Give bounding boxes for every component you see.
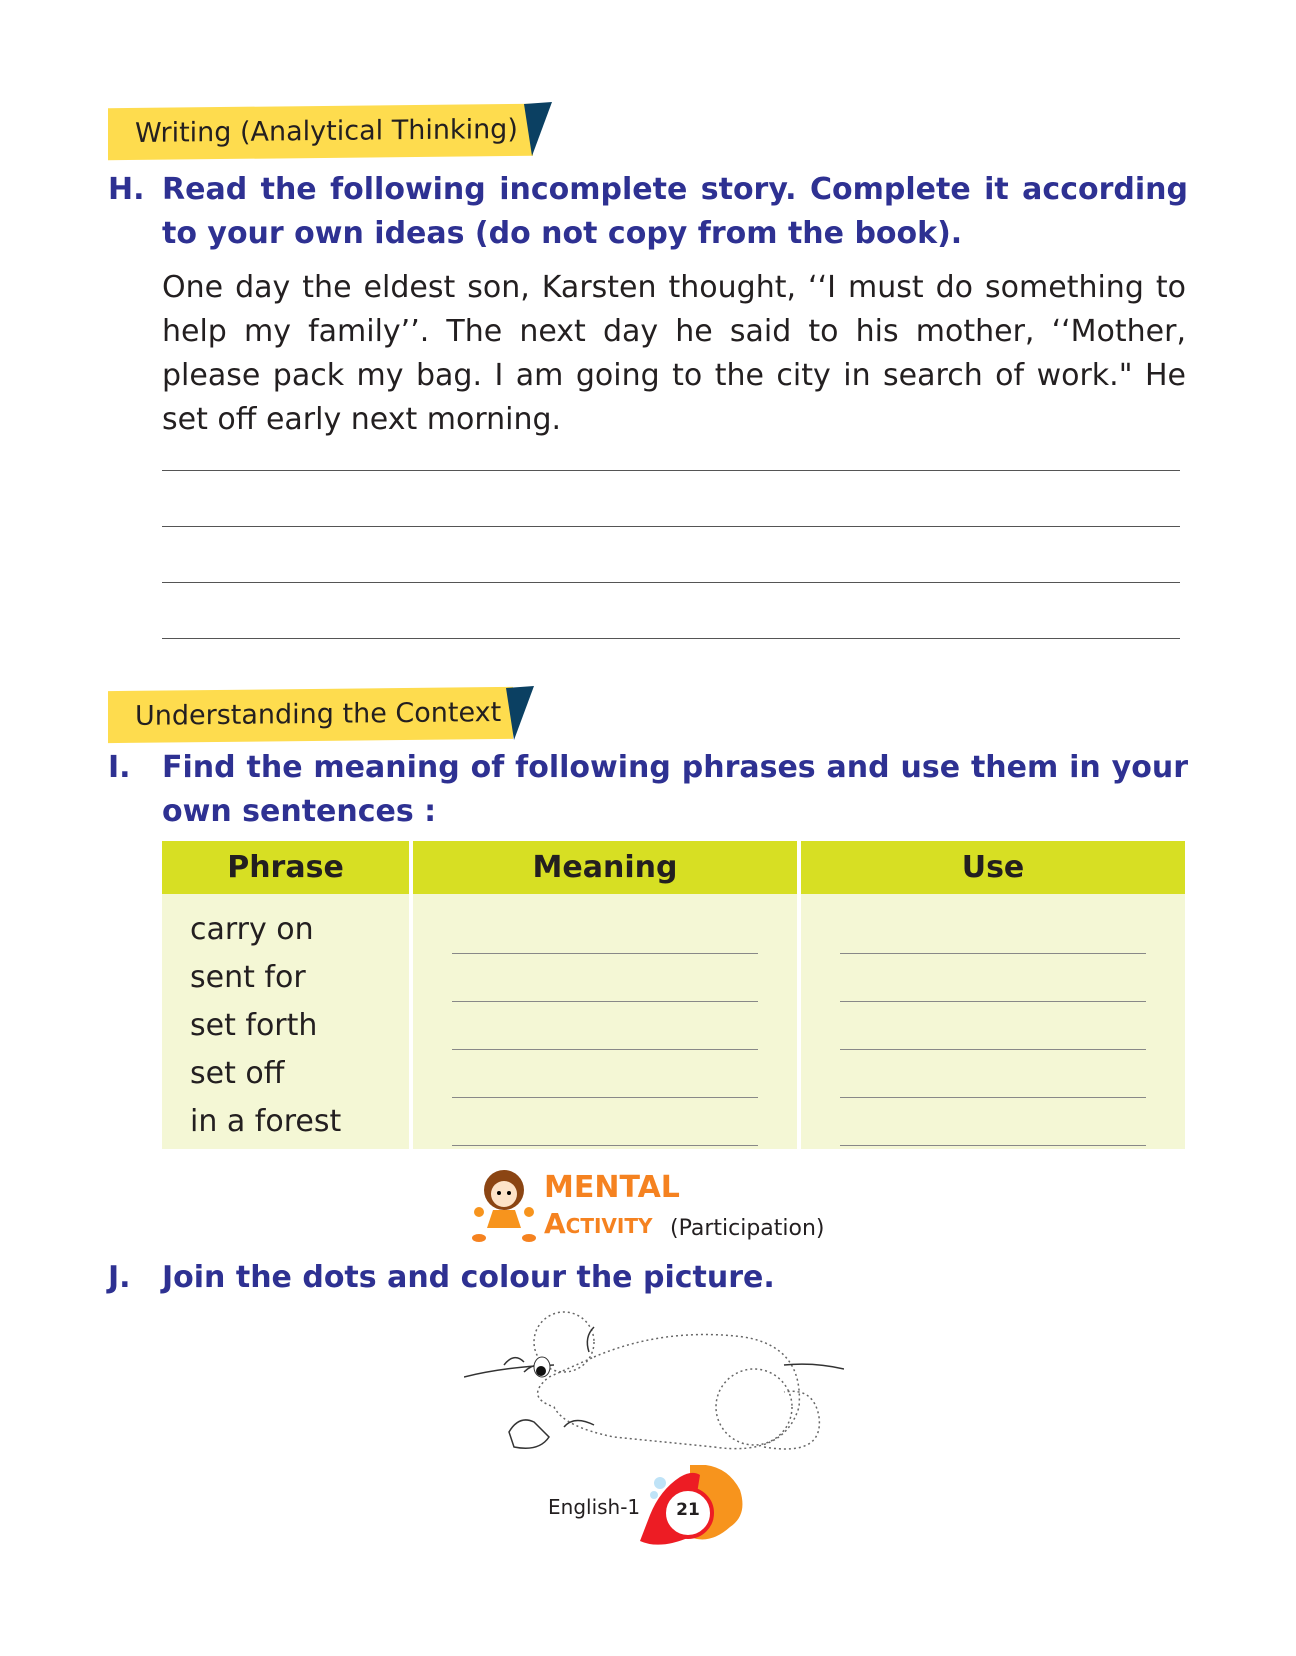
header-phrase: Phrase bbox=[162, 841, 411, 894]
use-blank[interactable] bbox=[840, 1002, 1146, 1050]
question-h bbox=[108, 168, 1188, 256]
meaning-blank[interactable] bbox=[452, 954, 758, 1002]
answer-line[interactable] bbox=[162, 470, 1180, 471]
use-blank[interactable] bbox=[840, 1050, 1146, 1098]
question-j bbox=[108, 1256, 1188, 1300]
page-number: 21 bbox=[676, 1500, 700, 1520]
answer-line[interactable] bbox=[162, 582, 1180, 583]
meaning-blank[interactable] bbox=[452, 1098, 758, 1146]
mouse-dot-picture[interactable] bbox=[464, 1307, 844, 1467]
banner-label: Writing (Analytical Thinking) bbox=[135, 113, 518, 149]
phrase: sent for bbox=[190, 960, 306, 995]
section-banner-context bbox=[108, 687, 513, 743]
use-column bbox=[799, 894, 1185, 1149]
banner-flag-icon bbox=[500, 686, 536, 742]
meaning-blank[interactable] bbox=[452, 1002, 758, 1050]
use-blank[interactable] bbox=[840, 1098, 1146, 1146]
story-paragraph: One day the eldest son, Karsten thought, ‘‘I must do something to help my family’’. The next day he said to his mother, ‘‘Mother, please pack my bag. I am going to the city in search of work." He set off early next morning. bbox=[162, 270, 1186, 437]
phrase: in a forest bbox=[190, 1104, 342, 1139]
meaning-column bbox=[411, 894, 799, 1149]
phrase-column bbox=[162, 894, 411, 1149]
phrase: carry on bbox=[190, 912, 314, 947]
question-label: I. bbox=[108, 750, 131, 785]
mental-title: MENTAL bbox=[544, 1170, 680, 1205]
phrase-table bbox=[162, 841, 1185, 1149]
question-label: H. bbox=[108, 172, 145, 207]
phrase: set off bbox=[190, 1056, 285, 1091]
banner-flag-icon bbox=[518, 102, 554, 158]
section-banner-writing bbox=[108, 104, 533, 160]
book-name: English-1 bbox=[548, 1495, 641, 1519]
question-i bbox=[108, 746, 1188, 834]
header-meaning: Meaning bbox=[411, 841, 799, 894]
question-instruction: Join the dots and colour the picture. bbox=[162, 1260, 775, 1295]
activity-subtitle: Activity bbox=[544, 1207, 653, 1240]
meaning-blank[interactable] bbox=[452, 1050, 758, 1098]
question-instruction: Read the following incomplete story. Complete it according to your own ideas (do not copy from the book). bbox=[162, 172, 1188, 251]
phrase: set forth bbox=[190, 1008, 318, 1043]
header-use: Use bbox=[799, 841, 1185, 894]
meaning-blank[interactable] bbox=[452, 906, 758, 954]
use-blank[interactable] bbox=[840, 954, 1146, 1002]
answer-line[interactable] bbox=[162, 638, 1180, 639]
question-label: J. bbox=[108, 1260, 131, 1295]
question-instruction: Find the meaning of following phrases and use them in your own sentences : bbox=[162, 750, 1188, 829]
participation-note: (Participation) bbox=[670, 1216, 825, 1241]
banner-label: Understanding the Context bbox=[135, 697, 502, 732]
girl-mascot-icon bbox=[471, 1166, 537, 1244]
use-blank[interactable] bbox=[840, 906, 1146, 954]
answer-line[interactable] bbox=[162, 526, 1180, 527]
